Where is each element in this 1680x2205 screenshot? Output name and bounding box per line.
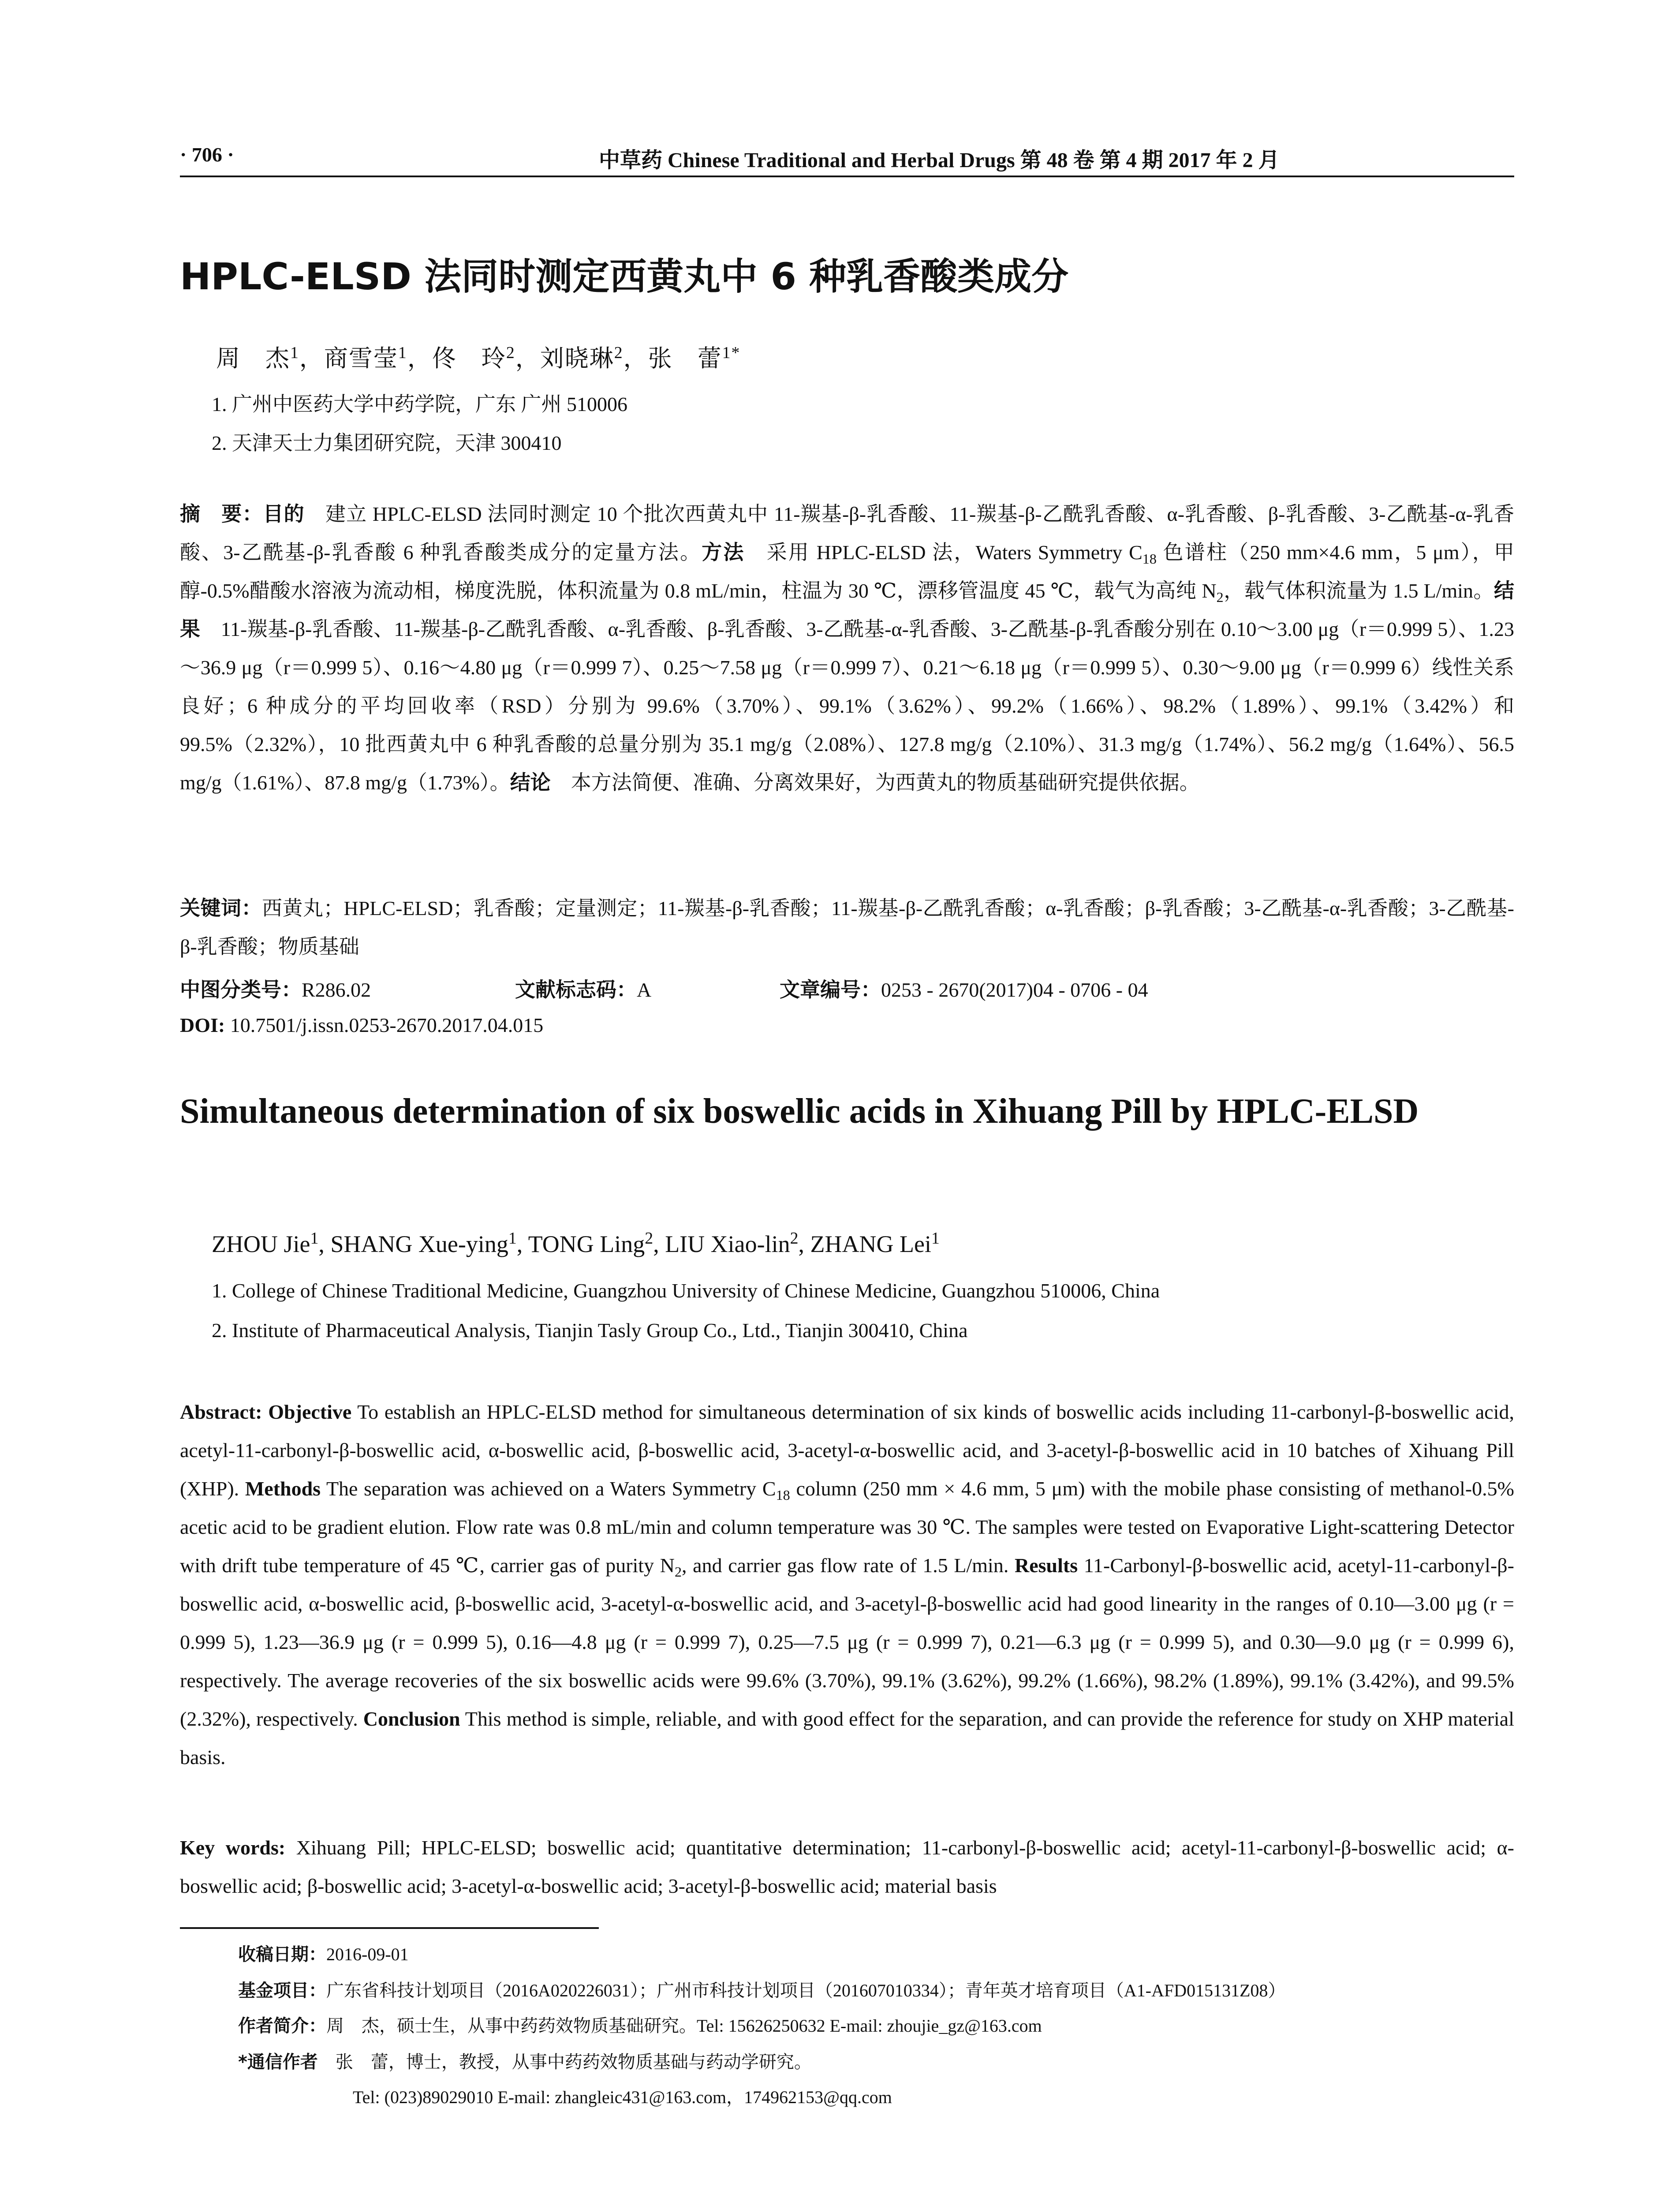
author-affiliation-mark: 2 — [645, 1229, 653, 1248]
doc-code-value: A — [637, 979, 652, 1001]
subscript: 18 — [776, 1487, 790, 1503]
abstract-chinese — [180, 495, 1514, 802]
funding-label: 基金项目： — [238, 1981, 326, 2001]
subscript: 2 — [1216, 589, 1224, 605]
clc-label: 中图分类号： — [180, 978, 302, 1002]
subscript: 18 — [1142, 551, 1157, 567]
keywords-label: 关键词： — [180, 896, 262, 920]
author-affiliation-mark: 1* — [722, 344, 741, 362]
methods-text: The separation was achieved on a Waters Symmetry C — [321, 1477, 776, 1500]
author-bio-value: 周 杰，硕士生，从事中药药效物质基础研究。Tel: 15626250632 E-mail: zhoujie_gz@163.com — [326, 2016, 1042, 2036]
received-value: 2016-09-01 — [326, 1944, 409, 1964]
funding-value: 广东省科技计划项目（2016A020226031）；广州市科技计划项目（201607010334）；青年英才培育项目（A1-AFD015131Z08） — [326, 1981, 1286, 2000]
methods-text: ，载气体积流量为 1.5 L/min。 — [1223, 579, 1494, 602]
conclusion-text: This method is simple, reliable, and with good effect for the separation, and can provide the reference for study on XHP material basis. — [180, 1708, 1515, 1768]
clc-value: R286.02 — [302, 979, 371, 1001]
author-name: 商雪莹 — [324, 345, 398, 372]
methods-text: column (250 mm × 4.6 mm, 5 μm) with the mobile phase consisting of methanol-0.5% acetic acid to be gradient elution. Flow rate was 0.8 mL/min and column temperature was 30 ℃. The samples were tested on Evaporative Light-scattering Detector with drift tube temperature of 45 ℃, carrier gas of purity N — [180, 1477, 1514, 1577]
author-affiliation-mark: 1 — [508, 1229, 517, 1248]
footnote-received — [238, 1940, 409, 1966]
title-english: Simultaneous determination of six boswellic acids in Xihuang Pill by HPLC-ELSD — [180, 1092, 1419, 1131]
footnote-rule — [180, 1927, 599, 1929]
keywords-chinese — [180, 889, 1514, 966]
methods-text: , and carrier gas flow rate of 1.5 L/min. — [682, 1554, 1015, 1577]
footnote-funding — [238, 1977, 1286, 2002]
abstract-label: Abstract: — [180, 1401, 269, 1423]
keywords-english — [180, 1828, 1514, 1905]
running-header — [180, 140, 1514, 176]
footnote-corresponding-contact: Tel: (023)89029010 E-mail: zhangleic431@163.com，174962153@qq.com — [353, 2087, 892, 2107]
authors-chinese: 周 杰$^1$，商雪莹$^1$，佟 玲$^2$，刘晓琳$^2$，张 蕾$^{1*}$ — [216, 344, 741, 372]
affiliation-english: 1. College of Chinese Traditional Medicine, Guangzhou University of Chinese Medicine, Guangzhou 510006, China — [212, 1279, 1160, 1302]
conclusion-label: Conclusion — [363, 1708, 460, 1730]
results-label: Results — [1014, 1554, 1078, 1577]
author-name: 周 杰 — [216, 345, 290, 372]
author-name: 佟 玲 — [432, 345, 506, 372]
author-name: , SHANG Xue-ying — [318, 1231, 508, 1257]
article-no-value: 0253 - 2670(2017)04 - 0706 - 04 — [881, 979, 1148, 1001]
author-affiliation-mark: 2 — [614, 344, 623, 362]
author-name: 刘晓琳 — [540, 345, 614, 372]
header-rule — [180, 176, 1514, 177]
doi-line — [180, 1013, 543, 1037]
author-name: , TONG Ling — [516, 1231, 645, 1257]
methods-label: 方法 — [702, 540, 745, 564]
results-text: 11-羰基-β-乳香酸、11-羰基-β-乙酰乳香酸、α-乳香酸、β-乳香酸、3-乙酰基-α-乳香酸、3-乙酰基-β-乳香酸分别在 0.10～3.00 μg（r＝0.999 5）、1.23～36.9 μg（r＝0.999 5）、0.16～4.80 μg（r＝0.999 7）、0.25～7.58 μg（r＝0.999 7）、0.21～6.18 μg（r＝0.999 5）、0.30～9.00 μg（r＝0.999 6）线性关系良好；6 种成分的平均回收率（RSD）分别为 99.6%（3.70%）、99.1%（3.62%）、99.2%（1.66%）、98.2%（1.89%）、99.1%（3.42%）和 99.5%（2.32%），10 批西黄丸中 6 种乳香酸的总量分别为 35.1 mg/g（2.08%）、127.8 mg/g（2.10%）、31.3 mg/g（1.74%）、56.2 mg/g（1.64%）、56.5 mg/g（1.61%）、87.8 mg/g（1.73%）。 — [180, 618, 1515, 794]
corresponding-label: *通信作者 — [238, 2052, 318, 2072]
author-affiliation-mark: 1 — [310, 1229, 319, 1248]
author-name: 张 蕾 — [648, 345, 722, 372]
author-affiliation-mark: 1 — [398, 344, 407, 362]
author-affiliation-mark: 1 — [931, 1229, 940, 1248]
footnote-corresponding — [238, 2048, 812, 2073]
classification-row — [180, 974, 1148, 1003]
author-affiliation-mark: 2 — [790, 1229, 799, 1248]
journal-citation: 中草药 Chinese Traditional and Herbal Drugs 第 48 卷 第 4 期 2017 年 2 月 — [599, 149, 1280, 172]
methods-text: 采用 HPLC-ELSD 法，Waters Symmetry C — [745, 541, 1142, 564]
doi-value: 10.7501/j.issn.0253-2670.2017.04.015 — [225, 1014, 544, 1036]
doc-code-label: 文献标志码： — [515, 978, 637, 1002]
author-name: ZHOU Jie — [212, 1231, 310, 1257]
page-number: · 706 · — [180, 143, 234, 166]
author-affiliation-mark: 1 — [290, 344, 299, 362]
received-label: 收稿日期： — [238, 1944, 326, 1965]
methods-text: 色谱柱（250 mm×4.6 mm，5 μm），甲醇-0.5%醋酸水溶液为流动相，梯度洗脱，体积流量为 0.8 mL/min，柱温为 30 ℃，漂移管温度 45 ℃，载气为高纯 N — [180, 541, 1514, 602]
article-no-label: 文章编号： — [780, 978, 881, 1002]
corresponding-value: 张 蕾，博士，教授，从事中药药效物质基础与药动学研究。 — [317, 2052, 812, 2072]
conclusion-text: 本方法简便、准确、分离效果好，为西黄丸的物质基础研究提供依据。 — [550, 771, 1200, 794]
affiliation-chinese: 1. 广州中医药大学中药学院，广东 广州 510006 — [212, 393, 627, 415]
conclusion-label: 结论 — [510, 770, 551, 794]
author-affiliation-mark: 2 — [506, 344, 515, 362]
author-name: , LIU Xiao-lin — [653, 1231, 790, 1257]
subscript: 2 — [674, 1564, 682, 1580]
keywords-text: Xihuang Pill; HPLC-ELSD; boswellic acid; quantitative determination; 11-carbonyl-β-boswellic acid; acetyl-11-carbonyl-β-boswellic acid; α-boswellic acid; β-boswellic acid; 3-acetyl-α-boswellic acid; 3-acetyl-β-boswellic acid; material basis — [180, 1836, 1514, 1897]
abstract-english — [180, 1393, 1514, 1776]
author-name: , ZHANG Lei — [798, 1231, 931, 1257]
abstract-label: 摘 要： — [180, 502, 263, 526]
affiliation-english: 2. Institute of Pharmaceutical Analysis, Tianjin Tasly Group Co., Ltd., Tianjin 300410, China — [212, 1319, 968, 1342]
author-bio-label: 作者简介： — [238, 2016, 326, 2036]
objective-text: 建立 HPLC-ELSD 法同时测定 10 个批次西黄丸中 11-羰基-β-乳香酸、11-羰基-β-乙酰乳香酸、α-乳香酸、β-乳香酸、3-乙酰基-α-乳香酸、3-乙酰基-β-乳香酸 6 种乳香酸类成分的定量方法。 — [180, 503, 1515, 564]
results-text: 11-Carbonyl-β-boswellic acid, acetyl-11-carbonyl-β-boswellic acid, α-boswellic acid, β-boswellic acid, 3-acetyl-α-boswellic acid, and 3-acetyl-β-boswellic acid had good linearity in the ranges of 0.10—3.00 μg (r = 0.999 5), 1.23—36.9 μg (r = 0.999 5), 0.16—4.8 μg (r = 0.999 7), 0.25—7.5 μg (r = 0.999 7), 0.21—6.3 μg (r = 0.999 5), and 0.30—9.0 μg (r = 0.999 6), respectively. The average recoveries of the six boswellic acids were 99.6% (3.70%), 99.1% (3.62%), 99.2% (1.66%), 98.2% (1.89%), 99.1% (3.42%), and 99.5% (2.32%), respectively. — [180, 1554, 1514, 1730]
title-chinese: HPLC-ELSD 法同时测定西黄丸中 6 种乳香酸类成分 — [180, 255, 1069, 298]
keywords-text: 西黄丸；HPLC-ELSD；乳香酸；定量测定；11-羰基-β-乳香酸；11-羰基-β-乙酰乳香酸；α-乳香酸；β-乳香酸；3-乙酰基-α-乳香酸；3-乙酰基-β-乳香酸；物质基础 — [180, 897, 1514, 958]
affiliation-chinese: 2. 天津天士力集团研究院，天津 300410 — [212, 432, 562, 454]
results-label: 结果 — [180, 579, 1514, 641]
doi-label: DOI: — [180, 1014, 225, 1036]
authors-english — [212, 1230, 940, 1258]
methods-label: Methods — [245, 1477, 321, 1500]
objective-label: Objective — [268, 1401, 352, 1423]
keywords-label: Key words: — [180, 1836, 286, 1859]
objective-text: To establish an HPLC-ELSD method for simultaneous determination of six kinds of boswellic acids including 11-carbonyl-β-boswellic acid, acetyl-11-carbonyl-β-boswellic acid, α-boswellic acid, β-boswellic acid, 3-acetyl-α-boswellic acid, and 3-acetyl-β-boswellic acid in 10 batches of Xihuang Pill (XHP). — [180, 1401, 1514, 1500]
objective-label: 目的 — [263, 502, 305, 526]
footnote-author-bio — [238, 2012, 1042, 2037]
